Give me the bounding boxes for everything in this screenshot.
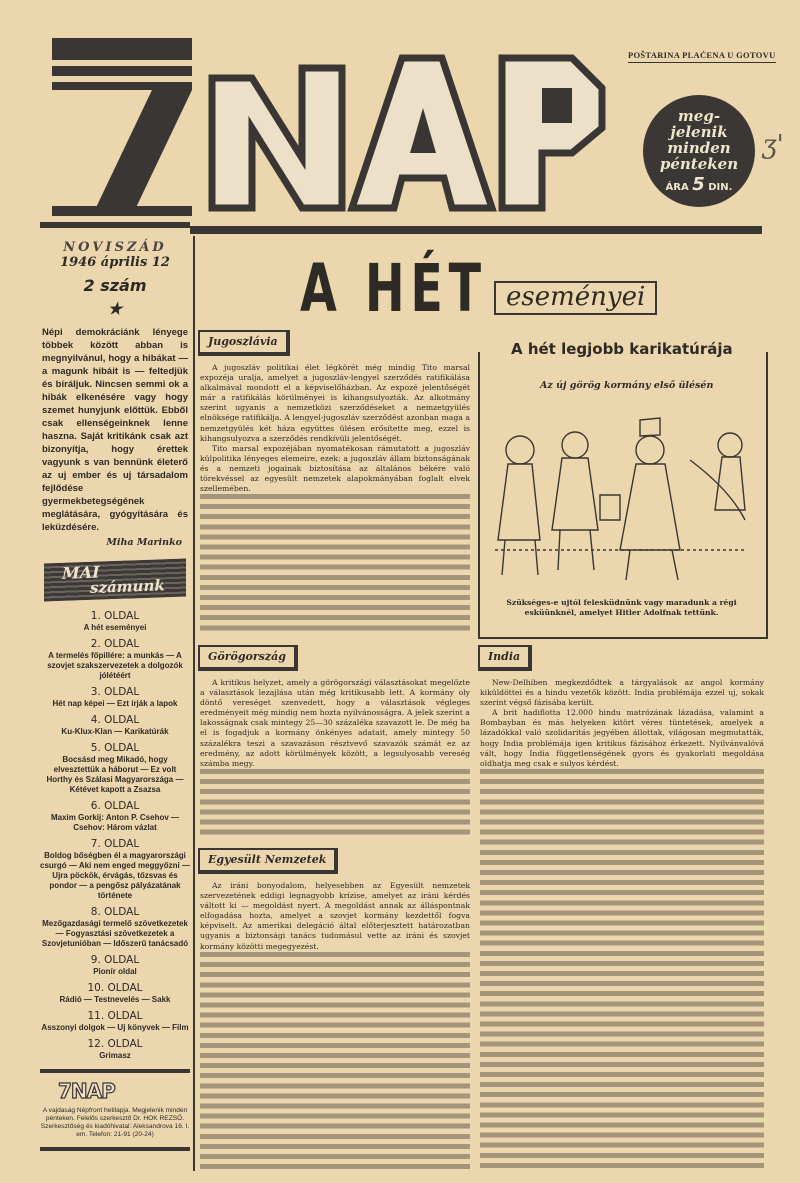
contents-description: Bocsásd meg Mikadó, hogy elvesztettük a háborut — Ez volt Horthy és Szálasi Magyarországa — Kétévet kapott a Zsazsa — [46, 755, 184, 794]
contents-description: Grimasz — [99, 1051, 131, 1060]
section-body-egyesult-nemzetek — [198, 881, 472, 952]
contents-page: 6. OLDAL — [90, 800, 140, 812]
divider — [40, 1069, 190, 1073]
cartoon-title: A hét legjobb karikatúrája — [505, 340, 739, 358]
contents-banner — [44, 559, 186, 602]
dateline — [40, 240, 190, 318]
city: NOVISZÁD — [63, 240, 167, 255]
banner-line: MAI — [62, 562, 100, 583]
section-title-gorogorszag: Görögország — [198, 645, 298, 671]
column-divider — [193, 236, 195, 1171]
price-prefix: ÁRA — [665, 182, 689, 193]
text-continuation — [200, 769, 470, 837]
banner-line: számunk — [90, 576, 165, 597]
section-body-gorogorszag — [198, 678, 472, 769]
section-body-jugoszlavia — [198, 363, 472, 494]
issue-number: 2 szám — [83, 276, 147, 295]
section-title-egyesult-nemzetek: Egyesült Nemzetek — [198, 848, 338, 874]
section-title-jugoszlavia: Jugoszlávia — [198, 330, 290, 356]
contents-description: A termelés főpillére: a munkás — A szovjet szakszervezetek a dolgozók jólétéért — [47, 651, 183, 680]
price-value: 5 — [692, 174, 705, 195]
contents-description: Boldog bőségben él a magyarországi csurgó — Aki nem enged meggyőzni — Ujra pöckök, érvágás, tőzsvas és pondor — a pengősz pályázatának története — [40, 851, 190, 900]
editorial-author: Miha Marinko — [106, 537, 182, 548]
contents-list — [40, 605, 190, 1061]
price — [643, 174, 755, 195]
contents-page: 7. OLDAL — [90, 838, 140, 850]
contents-page: 9. OLDAL — [90, 954, 140, 966]
contents-page: 12. OLDAL — [87, 1038, 143, 1050]
contents-page: 3. OLDAL — [90, 686, 140, 698]
star-icon: ★ — [107, 299, 123, 318]
contents-description: Maxim Gorkij: Anton P. Csehov — Csehov: Három vázlat — [50, 813, 180, 832]
editorial-text: Népi demokráciánk lényege többek között abban is megnyilvánul, hogy a hibákat — a magunk hibáit is — feltedjük és bíráljuk. Nincsen semmi ok a hibák elkenésére vagy hogy szemet hunyjunk előttük. Ebből csak ellenségeinknek lenne haszna. Saját kritikánk csak azt bizonyítja, hogy érettek vagyunk s van bennünk életerő az uj ember és uj társadalom fejlődése gyermekbetegségének meglátására, gyógyítására és leküzdésére. — [42, 327, 188, 533]
contents-description: A hét eseményei — [83, 623, 147, 632]
masthead-logo — [52, 38, 612, 218]
section-jugoszlavia — [198, 330, 472, 635]
contents-page: 4. OLDAL — [90, 714, 140, 726]
publication-badge — [643, 95, 755, 207]
imprint-logo: 7NAP — [58, 1079, 115, 1103]
section-egyesult-nemzetek — [198, 848, 472, 1170]
divider — [478, 637, 766, 639]
contents-page: 5. OLDAL — [90, 742, 140, 754]
cartoon-caption: Szükséges-e ujtól felesküdnünk vagy maradunk a régi esküünknél, amelyet Hitler Adolfnak tettünk. — [506, 598, 737, 617]
left-column — [40, 240, 190, 1157]
divider — [40, 1147, 190, 1151]
contents-description: Ku-Klux-Klan — Karikatúrák — [61, 727, 169, 736]
text-continuation — [200, 952, 470, 1170]
paragraph: Az iráni bonyodalom, helyesebben az Egyesült nemzetek szervezetének eddigi legnagyobb krízise, amelyet az iráni kérdés váltott ki — megoldást nyert. A megoldást annak az álláspontnak elfogadása hozta, amelyet a szovjet kormány kezdettől fogva képviselt. Az amerikai delegáció által előterjesztett határozatban ugyanis a biztonsági tanács tudomásul vette az iráni és szovjet kormány közötti megegyezést. — [200, 881, 470, 951]
paragraph: A brit hadiflotta 12.000 hindu matrózának lázadása, valamint a Bombayban és más helyeken kitört véres tüntetések, amelyek a lázadókkal való szolidaritás jegyében állottak, világosan megmutatták, hogy India problémája igen kritikus fázisához érkezett. Nyilvánvalóvá vált, hogy India függetlenségének gyors és gyakorlati megoldása oldhatja meg csak e sulyos kérdést. — [480, 708, 764, 768]
contents-page: 10. OLDAL — [87, 982, 143, 994]
postal-note: POŠTARINA PLAĆENA U GOTOVU — [628, 50, 776, 63]
paragraph: New-Delhiben megkezdődtek a tárgyalások az angol kormány kiküldöttei és a hindu vezetők között. India problémája ezzel uj, sokak szerint végső fázisába került. — [480, 678, 764, 708]
badge-line: minden — [667, 139, 731, 157]
section-body-india — [478, 678, 766, 769]
section-gorogorszag — [198, 645, 472, 837]
price-unit: DIN. — [708, 182, 733, 193]
divider — [40, 222, 190, 228]
paragraph: A kritikus helyzet, amely a görögországi választásokat megelőzte a választások lezajlása után még kritikusabb lett. A kormány oly döntő vereséget szenvedett, hogy a választások végleges eredményeit még mindig nem hozta nyilvánosságra. A jelek szerint a lakosságnak csak mintegy 25—30 százaléka szavazott le. De még ha el is fogadjuk a kormány önkényes adatait, amely mintegy 50 százalékra teszi a szavazáson résztvevő szavazók számát ez az eredmény, az adott körülmények között, a legsulyosabb vereség számba megy. — [200, 678, 470, 768]
text-continuation — [480, 769, 764, 1170]
issue-date: 1946 április 12 — [60, 255, 170, 270]
contents-description: Mezőgazdasági termelő szövetkezetek — Fogyasztási szövetkezetek a Szovjetunióban — Időszerű tanácsadó — [41, 919, 189, 948]
headline-script: eseményei — [494, 281, 657, 315]
cartoon-drawing — [490, 400, 755, 585]
paragraph: Tito marsal expozéjában nyomatékosan rámutatott a jugoszláv külpolitika lényeges elemeire, ezek: a jugoszláv állam biztonságának és a nemzeti jogainak biztosítása az általános békére való törekvéssel az egyesült nemzetek alapokmányában foglalt elvek szellemében. — [200, 443, 470, 494]
section-title-india: India — [478, 645, 532, 671]
contents-page: 2. OLDAL — [90, 638, 140, 650]
imprint-text: A vajdaság Népfront hetilapja. Megjelenik minden pénteken. Felelős szerkesztő Dr. HOK REZSŐ. Szerkesztőség és kiadóhivatal: Aleksandrova 16. I. em. Telefon: 21-91 (20-24) — [40, 1107, 190, 1138]
contents-page: 11. OLDAL — [87, 1010, 143, 1022]
badge-line: meg- — [677, 107, 721, 125]
badge-line: pénteken — [659, 155, 739, 173]
contents-description: Rádió — Testnevelés — Sakk — [59, 995, 171, 1004]
headline-main: A HÉT — [300, 250, 487, 327]
text-continuation — [200, 494, 470, 635]
contents-description: Pionír oldal — [93, 967, 137, 976]
badge-line: jelenik — [670, 123, 728, 141]
contents-description: Hét nap képei — Ezt írják a lapok — [52, 699, 178, 708]
pencil-mark: ʒ' — [762, 130, 784, 160]
section-india — [478, 645, 766, 1170]
cartoon-subtitle: Az új görög kormány első ülésén — [540, 380, 714, 391]
contents-page: 1. OLDAL — [90, 610, 140, 622]
contents-page: 8. OLDAL — [90, 906, 140, 918]
contents-description: Asszonyi dolgok — Uj könyvek — Film — [41, 1023, 189, 1032]
divider — [190, 226, 762, 234]
paragraph: A jugoszláv politikai élet légkörét még mindig Tito marsal expozéja uralja, amelyet a jugoszláv-lengyel szerződés ratifikálása alkalmával mondott el a képviselőházban. Az expozé jelentőségét már a ratifikálás körülményei is kihangsulyozták. Az alkotmány szerint ugyanis a nemzetközi szerződéseket a nemzetgyülés elnöksége ratifikálja. A lengyel-jugoszláv szerződést azonban maga a nemzetgyülés két háza együttes ülésen erősítette meg, ezzel is kihangsulyozva a szerződés rendkívüli jelentőségét. — [200, 363, 470, 443]
